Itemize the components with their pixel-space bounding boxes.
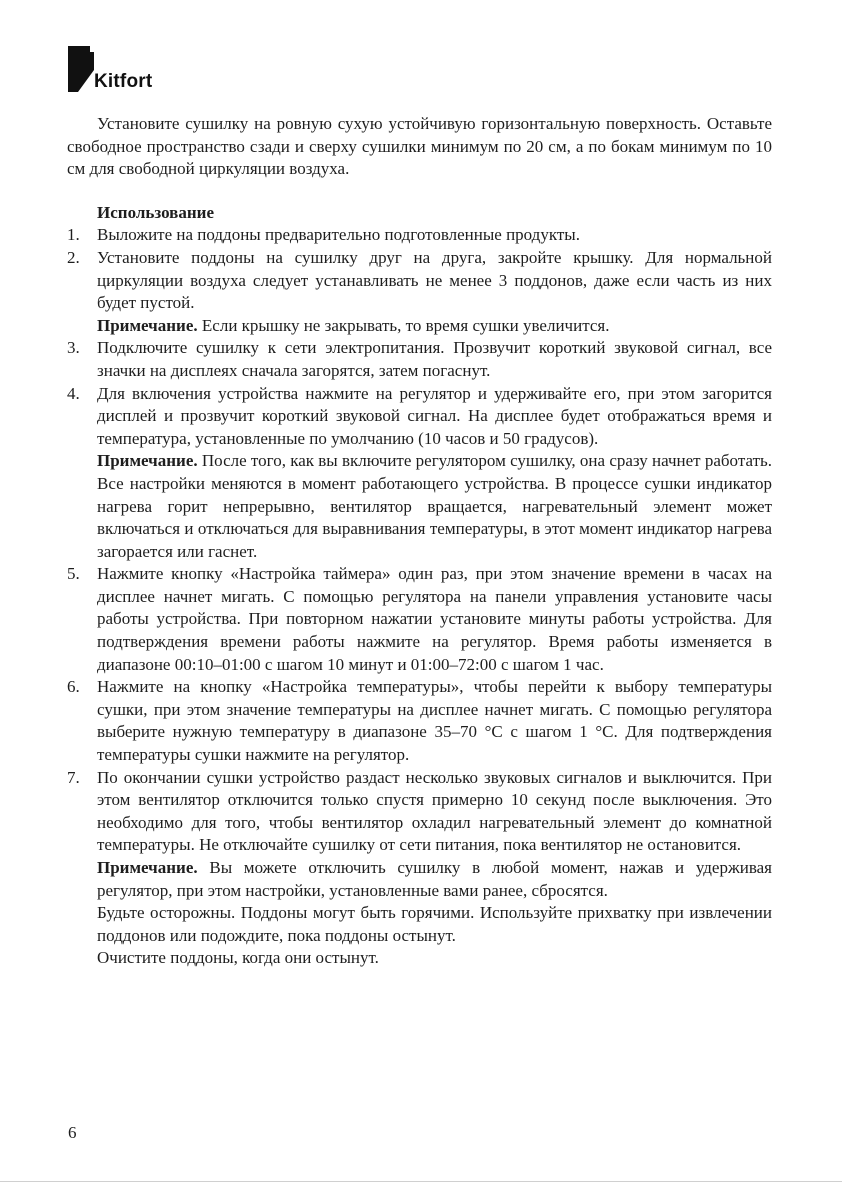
step-number: 2.: [67, 247, 80, 267]
note-text: Вы можете отключить сушилку в любой момент, нажав и удерживая регулятор, при этом настройки, установленные вами ранее, сбросятся.: [97, 858, 772, 900]
note-text: Если крышку не закрывать, то время сушки увеличится.: [197, 315, 610, 335]
step-number: 6.: [67, 677, 80, 697]
list-item: [67, 247, 772, 337]
step-number: 7.: [67, 767, 80, 787]
list-item: [67, 563, 772, 676]
step-number: 5.: [67, 564, 80, 584]
step-note: [97, 450, 772, 563]
step-number: 3.: [67, 338, 80, 358]
step-text: Нажмите на кнопку «Настройка температуры», чтобы перейти к выбору температуры сушки, при этом значение температуры на дисплее начнет мигать. С помощью регулятора выберите нужную температуру в диапазоне 35–70 °С с шагом 1 °С. Для подтверждения температуры сушки нажмите на регулятор.: [97, 677, 772, 765]
list-item: [67, 337, 772, 382]
kitfort-logo-icon: [68, 46, 94, 94]
step-text: Для включения устройства нажмите на регулятор и удерживайте его, при этом загорится дисплей и прозвучит короткий звуковой сигнал. На дисплее будет отображаться время и температура, установленные по умолчанию (10 часов и 50 градусов).: [97, 383, 772, 448]
step-text: Нажмите кнопку «Настройка таймера» один раз, при этом значение времени в часах на дисплее начнет мигать. С помощью регулятора на панели управления установите часы работы устройства. При повторном нажатии установите минуты работы устройства. Для подтверждения времени работы нажмите на регулятор. Время работы изменяется в диапазоне 00:10–01:00 с шагом 10 минут и 01:00–72:00 с шагом 1 час.: [97, 564, 772, 674]
cleaning-text: Очистите поддоны, когда они остынут.: [97, 948, 379, 968]
step-note: [97, 857, 772, 902]
step-text: Подключите сушилку к сети электропитания. Прозвучит короткий звуковой сигнал, все значки на дисплеях сначала загорятся, затем погаснут.: [97, 338, 772, 380]
list-item: [67, 676, 772, 766]
list-item: [67, 383, 772, 564]
step-text: По окончании сушки устройство раздаст несколько звуковых сигналов и выключится. При этом вентилятор отключится только спустя примерно 10 секунд после выключения. Это необходимо для того, чтобы вентилятор охладил нагревательный элемент до комнатной температуры. Не отключайте сушилку от сети питания, пока вентилятор не остановится.: [97, 767, 772, 855]
note-label: Примечание.: [97, 451, 198, 471]
page-number: 6: [68, 1123, 77, 1142]
brand-logo: [68, 46, 178, 98]
caution-text: Будьте осторожны. Поддоны могут быть горячими. Используйте прихватку при извлечении поддонов или подождите, пока поддоны остынут.: [97, 903, 772, 945]
usage-steps-list: [67, 224, 772, 970]
note-label: Примечание.: [97, 315, 198, 335]
section-heading: Использование: [97, 202, 214, 222]
list-item: [67, 224, 772, 247]
note-label: Примечание.: [97, 858, 198, 877]
note-text: После того, как вы включите регулятором сушилку, она сразу начнет работать. Все настройки меняются в момент работающего устройства. В процессе сушки индикатор нагрева горит непрерывно, вентилятор вращается, нагревательный элемент может включаться и отключаться для выравнивания температуры, в этот момент индикатор нагрева загорается или гаснет.: [97, 451, 772, 561]
step-text: Установите поддоны на сушилку друг на друга, закройте крышку. Для нормальной циркуляции воздуха следует устанавливать не менее 3 поддонов, даже если часть из них будет пустой.: [97, 247, 772, 313]
step-number: 4.: [67, 383, 80, 403]
step-note: [97, 315, 772, 338]
bottom-divider: [0, 1181, 842, 1182]
step-number: 1.: [67, 225, 80, 245]
page-content: [67, 113, 772, 970]
list-item: [67, 767, 772, 970]
step-text: Выложите на поддоны предварительно подготовленные продукты.: [97, 225, 580, 245]
intro-paragraph: Установите сушилку на ровную сухую устойчивую горизонтальную поверхность. Оставьте свободное пространство сзади и сверху сушилки минимум по 20 см, а по бокам минимум по 10 см для свободной циркуляции воздуха.: [67, 114, 772, 179]
brand-name: Kitfort: [94, 71, 153, 92]
